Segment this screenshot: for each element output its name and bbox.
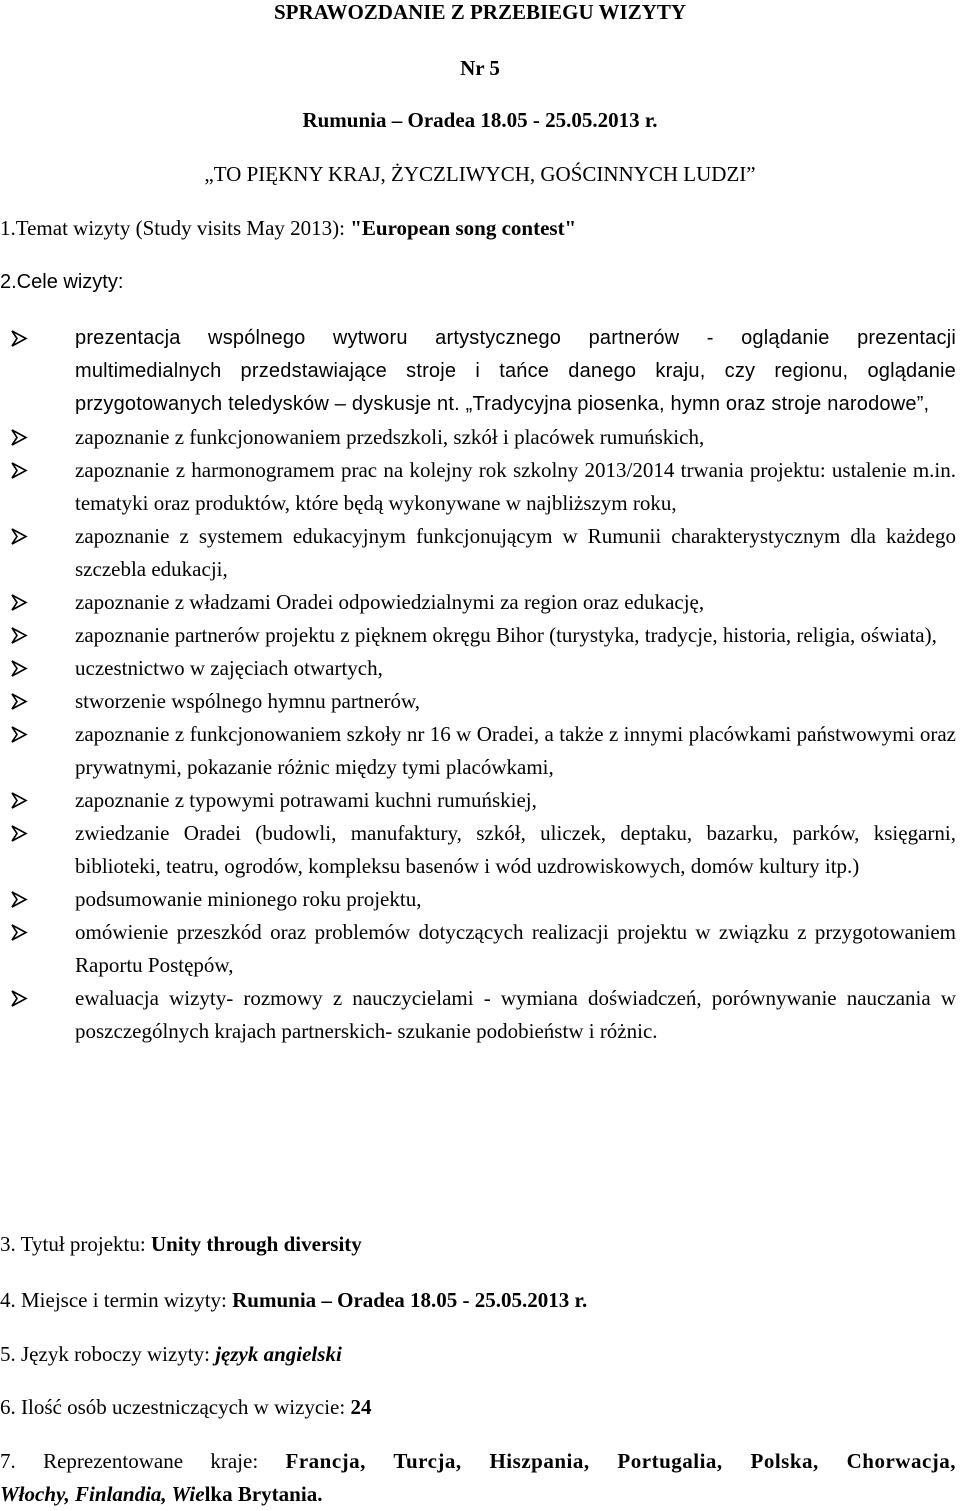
- topic-line: [0, 212, 576, 245]
- arrow-bullet-icon: [8, 619, 32, 652]
- visit-place-line: [0, 1284, 587, 1317]
- language-label: 5. Język roboczy wizyty:: [0, 1342, 216, 1366]
- list-item: uczestnictwo w zajęciach otwartych,: [0, 652, 960, 685]
- arrow-bullet-icon: [8, 520, 32, 553]
- project-title-value: Unity through diversity: [150, 1232, 362, 1256]
- motto: „TO PIĘKNY KRAJ, ŻYCZLIWYCH, GOŚCINNYCH LUDZI”: [204, 162, 756, 186]
- list-item: zapoznanie z systemem edukacyjnym funkcjonującym w Rumunii charakterystycznym dla każdego szczebla edukacji,: [0, 520, 960, 586]
- countries-line: [0, 1445, 956, 1511]
- goals-label: 2.Cele wizyty:: [0, 271, 124, 293]
- list-item: ewaluacja wizyty- rozmowy z nauczycielami - wymiana doświadczeń, porównywanie nauczania w poszczególnych krajach partnerskich- szukanie podobieństw i różnic.: [0, 982, 960, 1048]
- countries-value-bold: Francja, Turcja, Hiszpania, Portugalia, Polska, Chorwacja,: [285, 1449, 957, 1473]
- list-item: podsumowanie minionego roku projektu,: [0, 883, 960, 916]
- list-item: prezentacja wspólnego wytworu artystycznego partnerów - oglądanie prezentacji multimedialnych przedstawiające stroje i tańce danego kraju, czy regionu, oglądanie przygotowanych teledysków – dyskusje nt. „Tradycyjna piosenka, hymn oraz stroje narodowe”,: [0, 322, 960, 421]
- countries-value-tail: lka Brytania.: [204, 1482, 323, 1506]
- arrow-bullet-icon: [8, 916, 32, 949]
- list-item: zapoznanie z funkcjonowaniem szkoły nr 16 w Oradei, a także z innymi placówkami państwowymi oraz prywatnymi, pokazanie różnic między tymi placówkami,: [0, 718, 960, 784]
- participants-value: 24: [350, 1395, 372, 1419]
- project-title-line: [0, 1228, 362, 1261]
- arrow-bullet-icon: [8, 784, 32, 817]
- participants-label: 6. Ilość osób uczestniczących w wizycie:: [0, 1395, 351, 1419]
- topic-label: 1.Temat wizyty (Study visits May 2013):: [0, 216, 351, 240]
- list-item: stworzenie wspólnego hymnu partnerów,: [0, 685, 960, 718]
- list-item: zapoznanie z władzami Oradei odpowiedzialnymi za region oraz edukację,: [0, 586, 960, 619]
- arrow-bullet-icon: [8, 982, 32, 1015]
- report-number: Nr 5: [460, 56, 500, 80]
- list-item: zwiedzanie Oradei (budowli, manufaktury, szkół, uliczek, deptaku, bazarku, parków, księgarni, biblioteki, teatru, ogrodów, kompleksu basenów i wód uzdrowiskowych, domów kultury itp.): [0, 817, 960, 883]
- report-title: SPRAWOZDANIE Z PRZEBIEGU WIZYTY: [273, 0, 687, 24]
- project-title-label: 3. Tytuł projektu:: [0, 1232, 151, 1256]
- visit-place-date: Rumunia – Oradea 18.05 - 25.05.2013 r.: [302, 108, 658, 132]
- list-item: zapoznanie partnerów projektu z pięknem okręgu Bihor (turystyka, tradycje, historia, religia, oświata),: [0, 619, 960, 652]
- countries-label: 7. Reprezentowane kraje:: [0, 1449, 286, 1473]
- visit-place-label: 4. Miejsce i termin wizyty:: [0, 1288, 233, 1312]
- language-value: język angielski: [215, 1342, 342, 1366]
- arrow-bullet-icon: [8, 817, 32, 850]
- arrow-bullet-icon: [8, 718, 32, 751]
- countries-value-italic: Włochy, Finlandia, Wie: [0, 1482, 205, 1506]
- language-line: [0, 1338, 342, 1371]
- list-item: omówienie przeszkód oraz problemów dotyczących realizacji projektu w związku z przygotowaniem Raportu Postępów,: [0, 916, 960, 982]
- arrow-bullet-icon: [8, 652, 32, 685]
- list-item: zapoznanie z typowymi potrawami kuchni rumuńskiej,: [0, 784, 960, 817]
- participants-line: [0, 1391, 371, 1424]
- goals-list: [0, 322, 960, 1048]
- list-item: zapoznanie z harmonogramem prac na kolejny rok szkolny 2013/2014 trwania projektu: ustalenie m.in. tematyki oraz produktów, które będą wykonywane w najbliższym roku,: [0, 454, 960, 520]
- arrow-bullet-icon: [8, 586, 32, 619]
- arrow-bullet-icon: [8, 454, 32, 487]
- visit-place-value: Rumunia – Oradea 18.05 - 25.05.2013 r.: [232, 1288, 588, 1312]
- topic-value: "European song contest": [350, 216, 577, 240]
- arrow-bullet-icon: [8, 421, 32, 454]
- arrow-bullet-icon: [8, 685, 32, 718]
- arrow-bullet-icon: [8, 322, 32, 355]
- list-item: zapoznanie z funkcjonowaniem przedszkoli, szkół i placówek rumuńskich,: [0, 421, 960, 454]
- arrow-bullet-icon: [8, 883, 32, 916]
